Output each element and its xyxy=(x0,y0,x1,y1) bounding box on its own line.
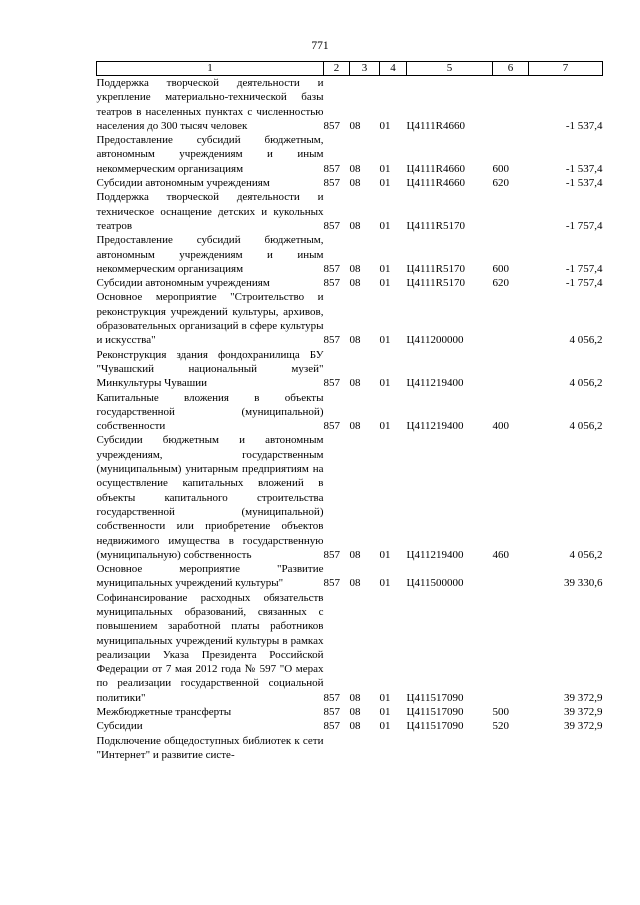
row-grbs-code: 857 xyxy=(323,720,340,733)
row-target-article: Ц411517090 xyxy=(406,706,464,719)
row-amount: 4 056,2 xyxy=(569,334,603,347)
row-target-article: Ц411517090 xyxy=(406,720,464,733)
row-subsection-code: 01 xyxy=(379,277,391,290)
row-amount: 4 056,2 xyxy=(569,420,603,433)
row-expense-type xyxy=(493,348,529,391)
row-subsection-code: 01 xyxy=(379,119,391,132)
row-expense-type xyxy=(493,76,529,134)
row-subsection-code: 01 xyxy=(379,262,391,275)
column-header-grbs: 2 xyxy=(324,62,350,76)
table-row xyxy=(97,719,603,733)
row-target-article: Ц411219400 xyxy=(406,548,464,561)
row-section-code: 08 xyxy=(349,720,361,733)
row-amount: 39 372,9 xyxy=(564,706,603,719)
row-expense-type: 500 xyxy=(492,706,509,719)
row-subsection-code: 01 xyxy=(379,219,391,232)
row-subsection-code: 01 xyxy=(379,162,391,175)
row-expense-type: 620 xyxy=(492,177,509,190)
row-section-code: 08 xyxy=(349,691,361,704)
row-subsection-code xyxy=(380,734,407,763)
row-subsection-code: 01 xyxy=(379,377,391,390)
table-header xyxy=(97,62,603,76)
row-name: Предоставление субсидий бюджетным, автономным учреждениям и иным некоммерческим организациям xyxy=(96,234,324,275)
row-name: Предоставление субсидий бюджетным, автономным учреждениям и иным некоммерческим организациям xyxy=(96,134,324,175)
row-target-article: Ц4111R5170 xyxy=(406,219,465,232)
table-row xyxy=(97,734,603,763)
column-header-expense-type: 6 xyxy=(493,62,529,76)
row-name: Основное мероприятие "Развитие муниципальных учреждений культуры" xyxy=(96,563,324,590)
budget-table xyxy=(96,61,603,762)
row-expense-type: 620 xyxy=(492,277,509,290)
row-section-code: 08 xyxy=(349,177,361,190)
table-row xyxy=(97,348,603,391)
row-subsection-code: 01 xyxy=(379,420,391,433)
row-target-article: Ц411219400 xyxy=(406,420,464,433)
row-section-code: 08 xyxy=(349,219,361,232)
row-name: Капитальные вложения в объекты государственной (муниципальной) собственности xyxy=(96,391,324,433)
row-name: Основное мероприятие "Строительство и реконструкция учреждений культуры, архивов, образовательных организаций в сфере культуры и искусства" xyxy=(96,291,324,347)
row-amount xyxy=(529,734,603,763)
column-header-name: 1 xyxy=(97,62,324,76)
row-amount: 4 056,2 xyxy=(569,377,603,390)
row-expense-type: 600 xyxy=(492,162,509,175)
row-section-code: 08 xyxy=(349,420,361,433)
column-header-target-article: 5 xyxy=(407,62,493,76)
row-section-code: 08 xyxy=(349,706,361,719)
row-section-code: 08 xyxy=(349,377,361,390)
page-number: 771 xyxy=(311,40,329,52)
row-grbs-code: 857 xyxy=(323,334,340,347)
row-name: Софинансирование расходных обязательств муниципальных образований, связанных с повышением заработной платы работников муниципальных учреждений культуры в рамках реализации Указа Президента Российской Федерации от 7 мая 2012 года № 597 "О мерах по реализации государственной социальной политики" xyxy=(96,591,324,704)
row-subsection-code: 01 xyxy=(379,720,391,733)
row-expense-type xyxy=(493,591,529,705)
table-row xyxy=(97,276,603,290)
row-amount: -1 757,4 xyxy=(565,277,603,290)
row-expense-type xyxy=(493,734,529,763)
row-grbs-code: 857 xyxy=(323,177,340,190)
row-section-code: 08 xyxy=(349,277,361,290)
row-amount: 4 056,2 xyxy=(569,548,603,561)
row-grbs-code: 857 xyxy=(323,162,340,175)
row-expense-type xyxy=(493,190,529,233)
row-subsection-code: 01 xyxy=(379,548,391,561)
row-subsection-code: 01 xyxy=(379,177,391,190)
row-section-code: 08 xyxy=(349,548,361,561)
row-name: Субсидии автономным учреждениям xyxy=(96,177,270,190)
row-amount: -1 537,4 xyxy=(565,177,603,190)
row-name: Подключение общедоступных библиотек к сети "Интернет" и развитие систе- xyxy=(96,734,324,761)
row-section-code: 08 xyxy=(349,577,361,590)
row-subsection-code: 01 xyxy=(379,577,391,590)
row-section-code: 08 xyxy=(349,262,361,275)
row-grbs-code: 857 xyxy=(323,548,340,561)
row-target-article: Ц4111R4660 xyxy=(406,177,465,190)
row-target-article: Ц4111R5170 xyxy=(406,262,465,275)
table-row xyxy=(97,190,603,233)
row-section-code: 08 xyxy=(349,162,361,175)
row-subsection-code: 01 xyxy=(379,706,391,719)
table-row xyxy=(97,133,603,176)
row-name: Реконструкция здания фондохранилища БУ "Чувашский национальный музей" Минкультуры Чувашии xyxy=(96,348,324,390)
row-section-code: 08 xyxy=(349,334,361,347)
row-target-article: Ц411500000 xyxy=(406,577,464,590)
table-row xyxy=(97,591,603,705)
row-grbs-code: 857 xyxy=(323,706,340,719)
row-amount: 39 372,9 xyxy=(564,691,603,704)
row-name: Субсидии xyxy=(96,720,143,733)
table-row xyxy=(97,433,603,562)
row-name: Поддержка творческой деятельности и техническое оснащение детских и кукольных театров xyxy=(96,191,324,232)
row-grbs-code: 857 xyxy=(323,219,340,232)
row-target-article: Ц411219400 xyxy=(406,377,464,390)
table-row xyxy=(97,391,603,434)
row-target-article xyxy=(407,734,493,763)
row-name: Субсидии бюджетным и автономным учреждениям, государственным (муниципальным) унитарным предприятиям на осуществление капитальных вложений в объекты капитального строительства государственной (муниципальной) собственности или приобретение объектов недвижимого имущества в государственную (муниципальную) собственность xyxy=(96,434,324,561)
row-amount: -1 757,4 xyxy=(565,219,603,232)
row-subsection-code: 01 xyxy=(379,334,391,347)
row-grbs-code xyxy=(324,734,350,763)
table-row xyxy=(97,233,603,276)
row-expense-type: 520 xyxy=(492,720,509,733)
row-expense-type xyxy=(493,562,529,591)
row-target-article: Ц411200000 xyxy=(406,334,464,347)
row-amount: -1 537,4 xyxy=(565,162,603,175)
table-row xyxy=(97,176,603,190)
row-grbs-code: 857 xyxy=(323,262,340,275)
row-name: Межбюджетные трансферты xyxy=(96,706,232,719)
row-name: Субсидии автономным учреждениям xyxy=(96,277,270,290)
row-amount: -1 537,4 xyxy=(565,119,603,132)
column-header-amount: 7 xyxy=(529,62,603,76)
row-target-article: Ц4111R4660 xyxy=(406,162,465,175)
row-amount: 39 330,6 xyxy=(564,577,603,590)
row-grbs-code: 857 xyxy=(323,377,340,390)
row-grbs-code: 857 xyxy=(323,691,340,704)
row-target-article: Ц4111R5170 xyxy=(406,277,465,290)
row-expense-type: 400 xyxy=(492,420,509,433)
row-name: Поддержка творческой деятельности и укрепление материально-технической базы театров в населенных пунктах с численностью населения до 300 тысяч человек xyxy=(96,77,324,132)
row-target-article: Ц4111R4660 xyxy=(406,119,465,132)
row-amount: 39 372,9 xyxy=(564,720,603,733)
row-target-article: Ц411517090 xyxy=(406,691,464,704)
row-grbs-code: 857 xyxy=(323,420,340,433)
row-grbs-code: 857 xyxy=(323,577,340,590)
row-expense-type: 460 xyxy=(492,548,509,561)
row-grbs-code: 857 xyxy=(323,277,340,290)
table-row xyxy=(97,562,603,591)
row-section-code xyxy=(350,734,380,763)
row-section-code: 08 xyxy=(349,119,361,132)
row-amount: -1 757,4 xyxy=(565,262,603,275)
column-header-section: 3 xyxy=(350,62,380,76)
row-expense-type: 600 xyxy=(492,262,509,275)
table-body xyxy=(97,76,603,763)
row-expense-type xyxy=(493,290,529,347)
row-subsection-code: 01 xyxy=(379,691,391,704)
table-row xyxy=(97,76,603,134)
row-grbs-code: 857 xyxy=(323,119,340,132)
table-row xyxy=(97,290,603,347)
column-header-subsection: 4 xyxy=(380,62,407,76)
table-row xyxy=(97,705,603,719)
